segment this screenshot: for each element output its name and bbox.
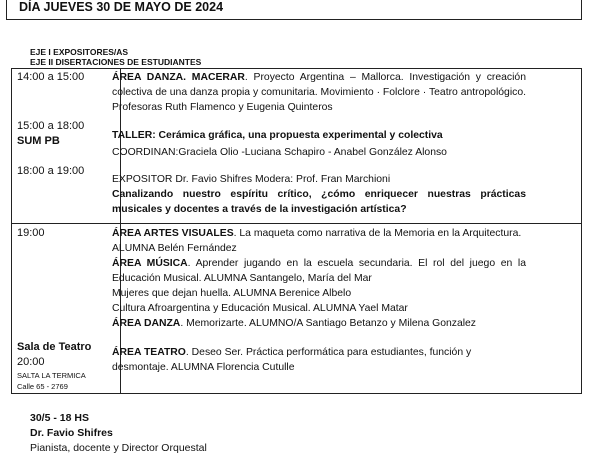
footer-date: 30/5 - 18 HS — [30, 412, 89, 424]
footer-name: Dr. Favio Shifres — [30, 427, 113, 439]
place-sum-pb: SUM PB — [17, 135, 60, 147]
activity-musica — [112, 256, 526, 286]
teatro-title: ÁREA TEATRO — [112, 347, 186, 358]
day-header-box — [6, 0, 582, 20]
time-slot-1: 14:00 a 15:00 — [17, 71, 85, 83]
conference-question: Canalizando nuestro espíritu crítico, ¿cómo enriquecer nuestras prácticas musicales y docentes a través de la investigación artística? — [112, 189, 526, 215]
axis-two-label: EJE II DISERTACIONES DE ESTUDIANTES — [30, 57, 202, 67]
activity-danza-macerar — [112, 70, 526, 115]
activity-teatro — [112, 345, 526, 375]
taller-coordinators: COORDINAN:Graciela Olio -Luciana Schapiro - Anabel González Alonso — [112, 147, 447, 158]
musica-title: ÁREA MÚSICA — [112, 258, 188, 269]
expositor-line: EXPOSITOR Dr. Favio Shifres Modera: Prof. Fran Marchioni — [112, 174, 391, 185]
venue-address: Calle 65 - 2769 — [17, 382, 68, 391]
time-slot-5: 20:00 — [17, 356, 45, 368]
visuales-title: ÁREA ARTES VISUALES — [112, 228, 234, 239]
musica-mujeres: Mujeres que dejan huella. ALUMNA Berenice Albelo — [112, 288, 352, 299]
time-slot-2: 15:00 a 18:00 — [17, 120, 85, 132]
day-title: DÍA JUEVES 30 DE MAYO DE 2024 — [19, 0, 224, 14]
venue-name: SALTA LA TERMICA — [17, 371, 86, 380]
time-slot-3: 18:00 a 19:00 — [17, 165, 85, 177]
danza-title: ÁREA DANZA — [112, 318, 181, 329]
musica-text: . Aprender jugando en la escuela secundaria. El rol del juego en la Educación Musical. ALUMNA Santangelo, María del Mar — [112, 258, 526, 284]
footer-role: Pianista, docente y Director Orquestal — [30, 442, 207, 454]
activity-danza-memorizarte — [112, 316, 532, 331]
taller-title: TALLER: Cerámica gráfica, una propuesta experimental y colectiva — [112, 130, 443, 141]
place-sala-teatro: Sala de Teatro — [17, 341, 92, 353]
visuales-text: . La maqueta como narrativa de la Memoria en la Arquitectura. — [233, 228, 522, 239]
time-slot-4: 19:00 — [17, 227, 45, 239]
row-divider — [12, 223, 581, 224]
axis-one-label: EJE I EXPOSITORES/AS — [30, 47, 129, 57]
schedule-table — [11, 68, 582, 394]
danza-text: . Memorizarte. ALUMNO/A Santiago Betanzo y Milena Gonzalez — [180, 318, 477, 329]
teatro-text: . Deseo Ser. Práctica performática para estudiantes, función y desmontaje. ALUMNA Florencia Cutulle — [112, 347, 472, 373]
activity-text: . Proyecto Argentina – Mallorca. Investigación y creación colectiva de una danza propia y comunitaria. Movimiento · Folclore · Teatro antropológico. Profesoras Ruth Flamenco y Eugenia Quinteros — [112, 72, 526, 113]
visuales-student: ALUMNA Belén Fernández — [112, 243, 237, 254]
activity-title: ÁREA DANZA. MACERAR — [112, 72, 245, 83]
musica-cultura: Cultura Afroargentina y Educación Musical. ALUMNA Yael Matar — [112, 303, 408, 314]
activity-artes-visuales — [112, 226, 532, 241]
